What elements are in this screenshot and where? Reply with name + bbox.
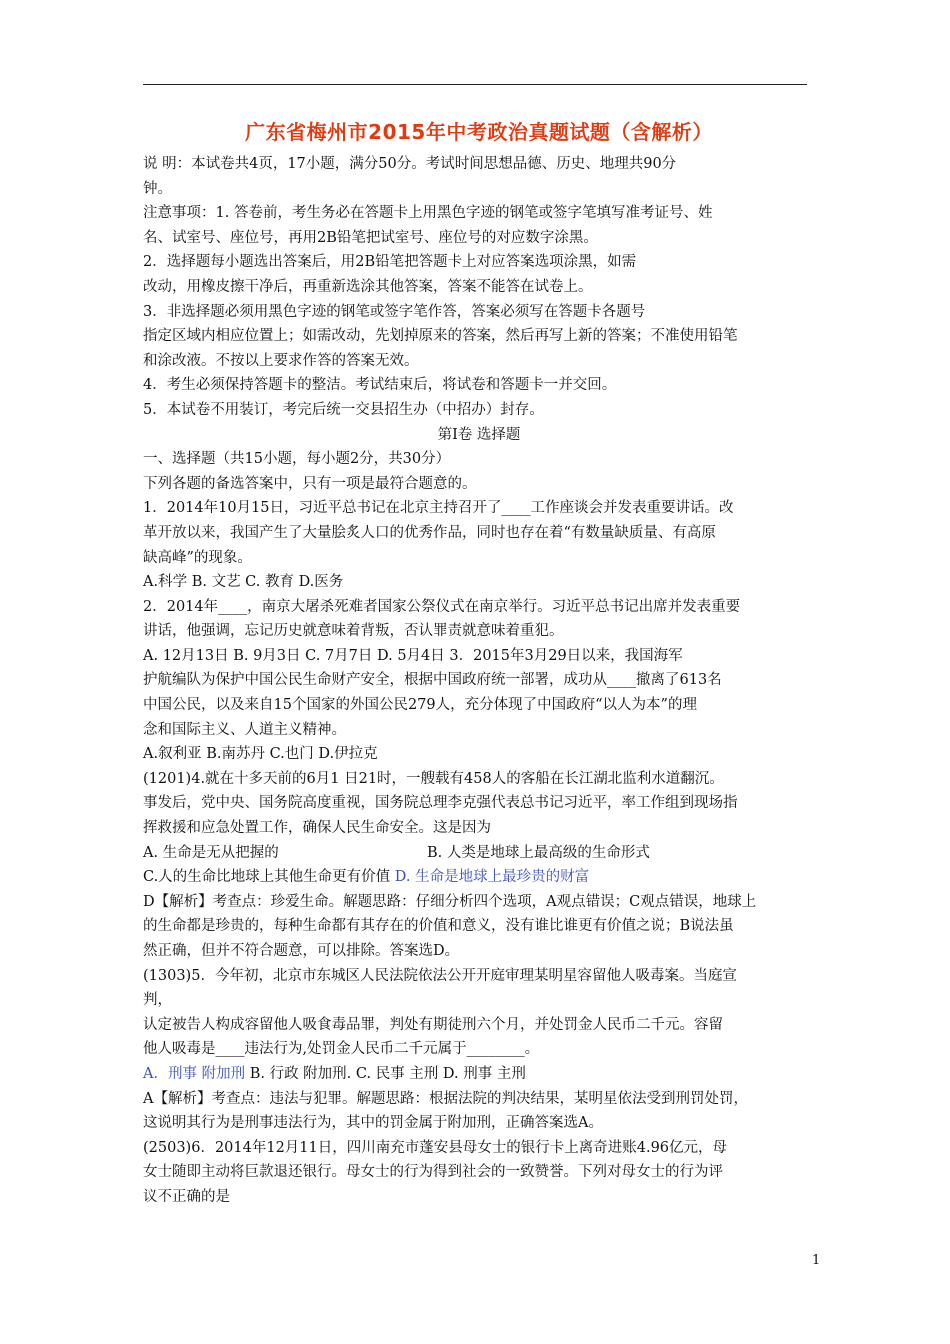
question-line: 2．2014年____，南京大屠杀死难者国家公祭仪式在南京举行。习近平总书记出席并发表重要 bbox=[143, 598, 741, 615]
section-heading: 第Ⅰ卷 选择题 bbox=[437, 426, 521, 443]
question-options bbox=[143, 841, 815, 866]
analysis-line: 然正确，但并不符合题意，可以排除。答案选D。 bbox=[143, 943, 460, 959]
question-line: 讲话，他强调，忘记历史就意味着背叛，否认罪责就意味着重犯。 bbox=[143, 623, 564, 640]
option-rest: B. 行政 附加刑. C. 民事 主刑 D. 刑事 主刑 bbox=[245, 1065, 526, 1082]
intro-line: 5．本试卷不用装订，考完后统一交县招生办（中招办）封存。 bbox=[143, 401, 544, 418]
analysis-line: 这说明其行为是刑事违法行为，其中的罚金属于附加刑，正确答案选A。 bbox=[143, 1115, 603, 1132]
question-1 bbox=[143, 496, 815, 594]
instruction: 下列各题的备选答案中，只有一项是最符合题意的。 bbox=[143, 475, 477, 492]
document-title: 广东省梅州市2015年中考政治真题试题（含解析） bbox=[245, 120, 713, 144]
question-line: A. 12月13日 B. 9月3日 C. 7月7日 D. 5月4日 3．2015年3月29日以来，我国海军 bbox=[143, 647, 683, 664]
question-line: (1201)4.就在十多天前的6月1 日21时，一艘载有458人的客船在长江湖北监利水道翻沉。 bbox=[143, 770, 724, 787]
question-line: 他人吸毒是____违法行为,处罚金人民币二千元属于________。 bbox=[143, 1041, 540, 1058]
intro-line: 和涂改液。不按以上要求作答的答案无效。 bbox=[143, 352, 419, 369]
option-c: C.人的生命比地球上其他生命更有价值 bbox=[143, 869, 391, 886]
intro-line: 3．非选择题必须用黑色字迹的钢笔或签字笔作答，答案必须写在答题卡各题号 bbox=[143, 303, 646, 320]
intro-line: 4．考生必须保持答题卡的整洁。考试结束后，将试卷和答题卡一并交回。 bbox=[143, 377, 617, 394]
question-6 bbox=[143, 1136, 815, 1210]
intro-line: 注意事项：1. 答卷前，考生务必在答题卡上用黑色字迹的钢笔或签字笔填写准考证号、姓 bbox=[143, 205, 713, 222]
document-page bbox=[143, 118, 815, 1210]
intro-line: 2．选择题每小题选出答案后，用2B铅笔把答题卡上对应答案选项涂黑，如需 bbox=[143, 254, 637, 271]
option-a: A. 生命是无从把握的 bbox=[143, 844, 279, 861]
question-2-3 bbox=[143, 595, 815, 767]
question-line: 议不正确的是 bbox=[143, 1188, 230, 1205]
analysis-line: A【解析】考查点：违法与犯罪。解题思路：根据法院的判决结果，某明星依法受到刑罚处罚， bbox=[143, 1090, 748, 1107]
option-d: D. 生命是地球上最珍贵的财富 bbox=[394, 869, 590, 886]
question-5 bbox=[143, 964, 815, 1136]
question-line: 女士随即主动将巨款退还银行。母女士的行为得到社会的一致赞誉。下列对母女士的行为评 bbox=[143, 1164, 723, 1181]
question-options: A.科学 B. 文艺 C. 教育 D.医务 bbox=[143, 574, 344, 591]
question-line: (2503)6．2014年12月11日，四川南充市蓬安县母女士的银行卡上离奇进账4.96亿元，母 bbox=[143, 1139, 728, 1156]
header-rule bbox=[143, 84, 807, 85]
option-a: A．刑事 附加刑 bbox=[143, 1065, 246, 1082]
question-options bbox=[143, 1062, 815, 1087]
analysis-line: D【解析】考查点：珍爱生命。解题思路：仔细分析四个选项，A观点错误；C观点错误，地球上 bbox=[143, 893, 757, 910]
question-line: 念和国际主义、人道主义精神。 bbox=[143, 721, 346, 738]
intro-line: 指定区域内相应位置上；如需改动，先划掉原来的答案，然后再写上新的答案；不准使用铅笔 bbox=[143, 328, 738, 345]
option-b: B. 人类是地球上最高级的生命形式 bbox=[427, 844, 650, 861]
question-line: 革开放以来，我国产生了大量脍炙人口的优秀作品，同时也存在着“有数量缺质量、有高原 bbox=[143, 524, 716, 541]
question-4 bbox=[143, 767, 815, 964]
analysis-line: 的生命都是珍贵的，每种生命都有其存在的价值和意义，没有谁比谁更有价值之说；B说法虽 bbox=[143, 918, 734, 935]
intro-line: 名、试室号、座位号，再用2B铅笔把试室号、座位号的对应数字涂黑。 bbox=[143, 229, 598, 246]
intro-line: 说 明：本试卷共4页，17小题，满分50分。考试时间思想品德、历史、地理共90分 bbox=[143, 156, 677, 172]
intro-block bbox=[143, 152, 815, 423]
question-line: 判， bbox=[143, 992, 172, 1009]
question-line: 1．2014年10月15日，习近平总书记在北京主持召开了____工作座谈会并发表重要讲话。改 bbox=[143, 500, 734, 517]
question-options: A.叙利亚 B.南苏丹 C.也门 D.伊拉克 bbox=[143, 746, 378, 763]
question-line: (1303)5．今年初，北京市东城区人民法院依法公开开庭审理某明星容留他人吸毒案。当庭宣 bbox=[143, 967, 737, 984]
question-line: 中国公民，以及来自15个国家的外国公民279人，充分体现了中国政府“以人为本”的理 bbox=[143, 697, 697, 714]
page-number: 1 bbox=[812, 1253, 821, 1268]
question-line: 护航编队为保护中国公民生命财产安全，根据中国政府统一部署，成功从____撤离了613名 bbox=[143, 672, 722, 689]
question-line: 认定被告人构成容留他人吸食毒品罪，判处有期徒刑六个月，并处罚金人民币二千元。容留 bbox=[143, 1016, 723, 1033]
question-line: 事发后，党中央、国务院高度重视，国务院总理李克强代表总书记习近平，率工作组到现场指 bbox=[143, 795, 738, 812]
question-line: 挥救援和应急处置工作，确保人民生命安全。这是因为 bbox=[143, 820, 491, 837]
part-heading: 一、选择题（共15小题，每小题2分，共30分） bbox=[143, 451, 451, 468]
intro-line: 改动，用橡皮擦干净后，再重新选涂其他答案，答案不能答在试卷上。 bbox=[143, 278, 593, 295]
intro-line: 钟。 bbox=[143, 180, 172, 197]
question-options bbox=[143, 865, 815, 890]
question-line: 缺高峰”的现象。 bbox=[143, 549, 252, 566]
